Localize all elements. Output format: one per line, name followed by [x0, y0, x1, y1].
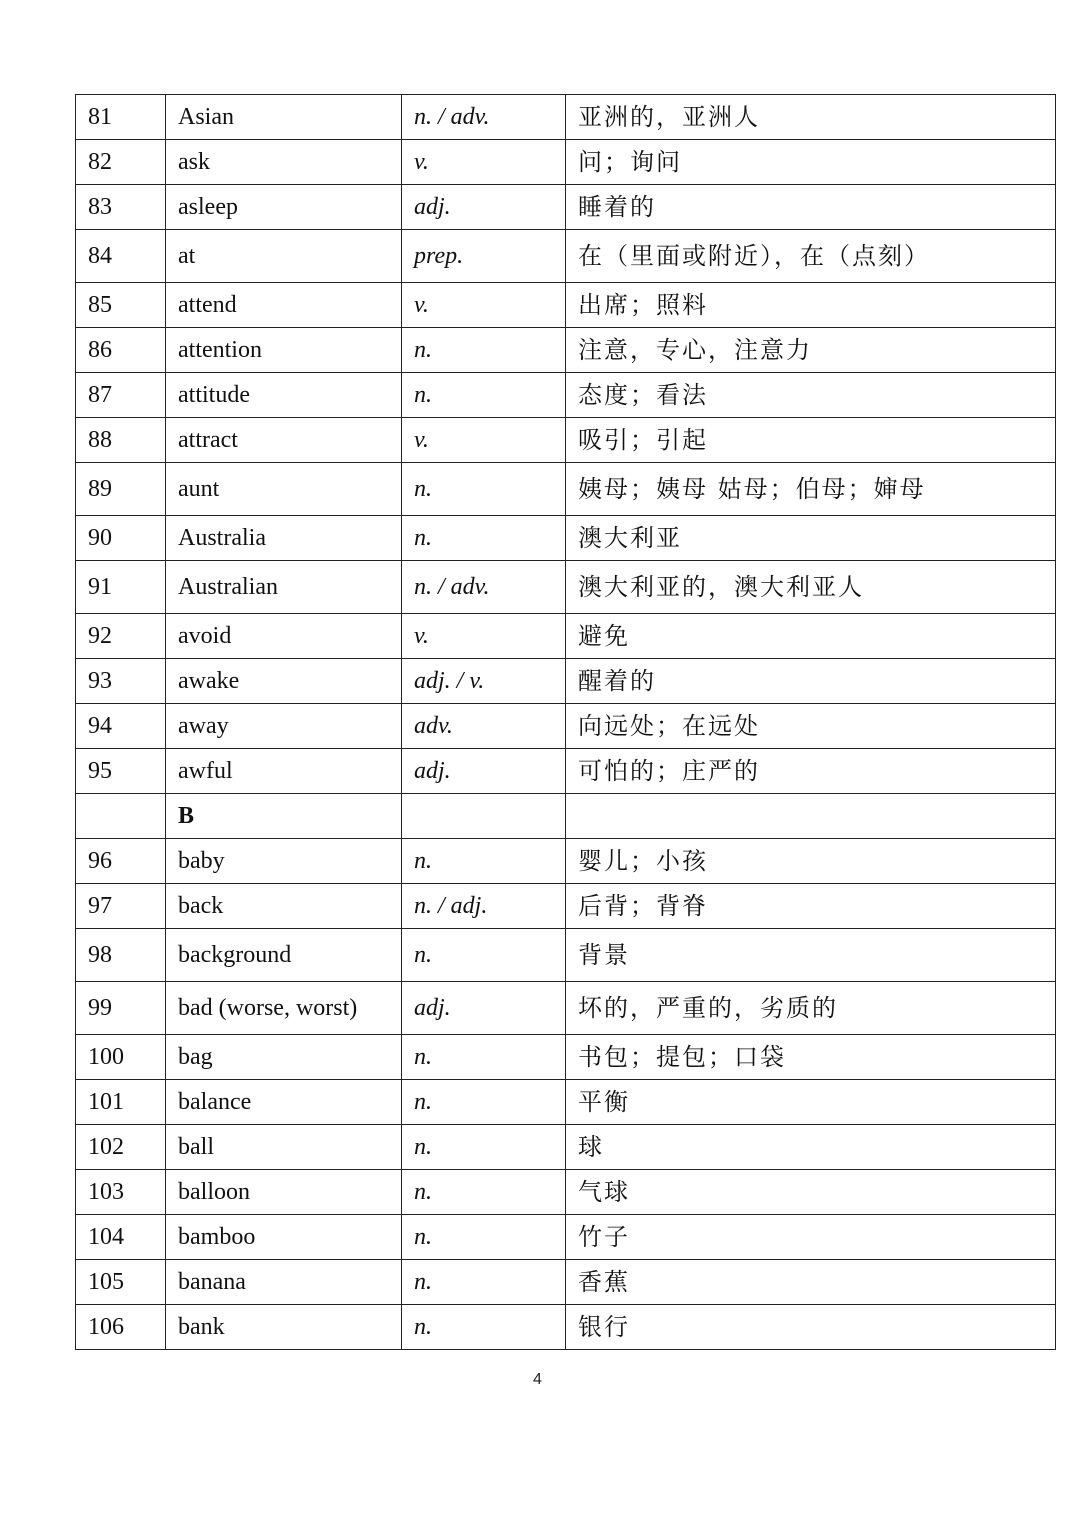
table-row	[76, 95, 1056, 140]
table-row	[76, 1035, 1056, 1080]
table-row	[76, 982, 1056, 1035]
entry-number: 99	[76, 982, 166, 1035]
entry-meaning: 后背；背脊	[566, 884, 1056, 929]
entry-meaning: 婴儿；小孩	[566, 839, 1056, 884]
entry-part-of-speech: n.	[402, 1080, 566, 1125]
entry-word: awake	[166, 659, 402, 704]
entry-number	[76, 794, 166, 839]
entry-part-of-speech: v.	[402, 140, 566, 185]
entry-number: 93	[76, 659, 166, 704]
table-row	[76, 929, 1056, 982]
entry-part-of-speech: n.	[402, 929, 566, 982]
entry-meaning: 避免	[566, 614, 1056, 659]
entry-number: 84	[76, 230, 166, 283]
entry-meaning: 在（里面或附近），在（点刻）	[566, 230, 1056, 283]
entry-part-of-speech	[402, 794, 566, 839]
table-row	[76, 516, 1056, 561]
entry-meaning: 问；询问	[566, 140, 1056, 185]
entry-part-of-speech: n.	[402, 1215, 566, 1260]
entry-word: bad (worse, worst)	[166, 982, 402, 1035]
vocabulary-table-body	[76, 95, 1056, 1350]
table-row	[76, 561, 1056, 614]
entry-word: attention	[166, 328, 402, 373]
entry-number: 104	[76, 1215, 166, 1260]
entry-number: 90	[76, 516, 166, 561]
entry-word: ask	[166, 140, 402, 185]
entry-meaning: 平衡	[566, 1080, 1056, 1125]
table-row	[76, 140, 1056, 185]
entry-number: 88	[76, 418, 166, 463]
entry-part-of-speech: v.	[402, 418, 566, 463]
entry-word: attract	[166, 418, 402, 463]
entry-word: Australian	[166, 561, 402, 614]
entry-part-of-speech: n.	[402, 1170, 566, 1215]
entry-word: balance	[166, 1080, 402, 1125]
entry-part-of-speech: n. / adv.	[402, 561, 566, 614]
entry-number: 85	[76, 283, 166, 328]
table-row	[76, 884, 1056, 929]
entry-word: B	[166, 794, 402, 839]
entry-part-of-speech: adj.	[402, 749, 566, 794]
entry-number: 97	[76, 884, 166, 929]
entry-part-of-speech: n.	[402, 373, 566, 418]
entry-meaning: 香蕉	[566, 1260, 1056, 1305]
entry-word: Asian	[166, 95, 402, 140]
table-row	[76, 1260, 1056, 1305]
entry-word: aunt	[166, 463, 402, 516]
entry-number: 81	[76, 95, 166, 140]
entry-number: 87	[76, 373, 166, 418]
entry-word: attend	[166, 283, 402, 328]
table-row	[76, 659, 1056, 704]
entry-number: 83	[76, 185, 166, 230]
vocabulary-table	[75, 94, 1056, 1350]
entry-number: 101	[76, 1080, 166, 1125]
entry-word: Australia	[166, 516, 402, 561]
entry-number: 100	[76, 1035, 166, 1080]
entry-part-of-speech: v.	[402, 283, 566, 328]
entry-number: 92	[76, 614, 166, 659]
entry-meaning: 可怕的；庄严的	[566, 749, 1056, 794]
entry-part-of-speech: n.	[402, 839, 566, 884]
entry-part-of-speech: adv.	[402, 704, 566, 749]
entry-word: asleep	[166, 185, 402, 230]
entry-word: background	[166, 929, 402, 982]
entry-meaning: 姨母；姨母 姑母；伯母；婶母	[566, 463, 1056, 516]
table-row	[76, 373, 1056, 418]
entry-part-of-speech: n.	[402, 328, 566, 373]
entry-part-of-speech: n. / adj.	[402, 884, 566, 929]
entry-number: 82	[76, 140, 166, 185]
entry-word: attitude	[166, 373, 402, 418]
entry-number: 103	[76, 1170, 166, 1215]
entry-part-of-speech: adj. / v.	[402, 659, 566, 704]
entry-number: 86	[76, 328, 166, 373]
table-row	[76, 418, 1056, 463]
entry-meaning: 向远处；在远处	[566, 704, 1056, 749]
table-row	[76, 1170, 1056, 1215]
entry-word: avoid	[166, 614, 402, 659]
entry-part-of-speech: n. / adv.	[402, 95, 566, 140]
entry-part-of-speech: n.	[402, 463, 566, 516]
entry-meaning: 出席；照料	[566, 283, 1056, 328]
entry-number: 95	[76, 749, 166, 794]
entry-meaning: 坏的，严重的，劣质的	[566, 982, 1056, 1035]
entry-number: 91	[76, 561, 166, 614]
entry-meaning: 竹子	[566, 1215, 1056, 1260]
entry-meaning	[566, 794, 1056, 839]
entry-meaning: 气球	[566, 1170, 1056, 1215]
entry-meaning: 亚洲的，亚洲人	[566, 95, 1056, 140]
entry-word: baby	[166, 839, 402, 884]
table-row	[76, 1305, 1056, 1350]
table-row	[76, 839, 1056, 884]
entry-part-of-speech: prep.	[402, 230, 566, 283]
entry-word: ball	[166, 1125, 402, 1170]
entry-number: 102	[76, 1125, 166, 1170]
entry-word: banana	[166, 1260, 402, 1305]
entry-number: 106	[76, 1305, 166, 1350]
table-row	[76, 704, 1056, 749]
entry-meaning: 球	[566, 1125, 1056, 1170]
entry-part-of-speech: n.	[402, 516, 566, 561]
entry-word: awful	[166, 749, 402, 794]
entry-word: at	[166, 230, 402, 283]
entry-meaning: 醒着的	[566, 659, 1056, 704]
entry-meaning: 澳大利亚	[566, 516, 1056, 561]
entry-number: 89	[76, 463, 166, 516]
entry-number: 94	[76, 704, 166, 749]
table-row	[76, 614, 1056, 659]
entry-word: away	[166, 704, 402, 749]
entry-meaning: 态度；看法	[566, 373, 1056, 418]
entry-meaning: 注意，专心，注意力	[566, 328, 1056, 373]
table-row	[76, 463, 1056, 516]
entry-word: balloon	[166, 1170, 402, 1215]
entry-part-of-speech: n.	[402, 1035, 566, 1080]
entry-word: bag	[166, 1035, 402, 1080]
table-row	[76, 328, 1056, 373]
entry-part-of-speech: n.	[402, 1125, 566, 1170]
page-number: 4	[533, 1371, 542, 1388]
entry-word: back	[166, 884, 402, 929]
entry-number: 96	[76, 839, 166, 884]
entry-meaning: 银行	[566, 1305, 1056, 1350]
section-header-row	[76, 794, 1056, 839]
entry-part-of-speech: n.	[402, 1260, 566, 1305]
entry-number: 98	[76, 929, 166, 982]
table-row	[76, 230, 1056, 283]
table-row	[76, 283, 1056, 328]
entry-meaning: 吸引；引起	[566, 418, 1056, 463]
table-row	[76, 1125, 1056, 1170]
table-row	[76, 1080, 1056, 1125]
entry-part-of-speech: adj.	[402, 185, 566, 230]
entry-meaning: 睡着的	[566, 185, 1056, 230]
entry-part-of-speech: adj.	[402, 982, 566, 1035]
table-row	[76, 749, 1056, 794]
entry-word: bamboo	[166, 1215, 402, 1260]
table-row	[76, 1215, 1056, 1260]
table-row	[76, 185, 1056, 230]
entry-meaning: 背景	[566, 929, 1056, 982]
entry-part-of-speech: n.	[402, 1305, 566, 1350]
entry-meaning: 澳大利亚的，澳大利亚人	[566, 561, 1056, 614]
entry-part-of-speech: v.	[402, 614, 566, 659]
entry-meaning: 书包；提包；口袋	[566, 1035, 1056, 1080]
entry-word: bank	[166, 1305, 402, 1350]
entry-number: 105	[76, 1260, 166, 1305]
